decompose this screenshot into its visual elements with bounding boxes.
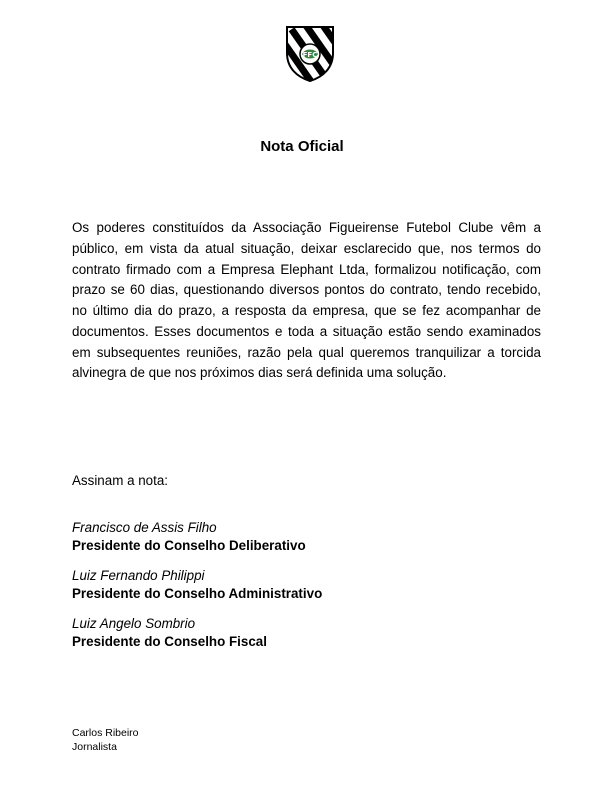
official-note-body: Os poderes constituídos da Associação Figueirense Futebol Clube vêm a público, em vista da atual situação, deixar esclarecido que, nos termos do contrato firmado com a Empresa Elephant Ltda, formalizou notificação, com prazo se 60 dias, questionando diversos pontos do contrato, tendo recebido, no último dia do prazo, a resposta da empresa, que se fez acompanhar de documentos. Esses documentos e toda a situação estão sendo examinados em subsequentes reuniões, razão pela qual queremos tranquilizar a torcida alvinegra de que nos próximos dias será definida uma solução. [72, 220, 541, 381]
signatory-name: Francisco de Assis Filho [72, 520, 217, 535]
club-crest-icon [283, 23, 337, 83]
signatory-role: Presidente do Conselho Fiscal [72, 634, 267, 649]
page-title: Nota Oficial [260, 138, 344, 155]
signatory-name: Luiz Fernando Philippi [72, 568, 205, 583]
svg-text:FFC: FFC [302, 51, 318, 59]
signature-block [72, 567, 322, 603]
signature-block [72, 519, 306, 555]
signatory-name: Luiz Angelo Sombrio [72, 616, 196, 631]
signatory-role: Presidente do Conselho Administrativo [72, 586, 323, 601]
journalist-title: Jornalista [72, 741, 117, 753]
signatures-intro: Assinam a nota: [72, 473, 169, 488]
club-crest-svg [283, 23, 337, 83]
signature-block [72, 615, 267, 651]
journalist-credit [72, 726, 139, 754]
signatory-role: Presidente do Conselho Deliberativo [72, 538, 306, 553]
journalist-name: Carlos Ribeiro [72, 727, 139, 739]
